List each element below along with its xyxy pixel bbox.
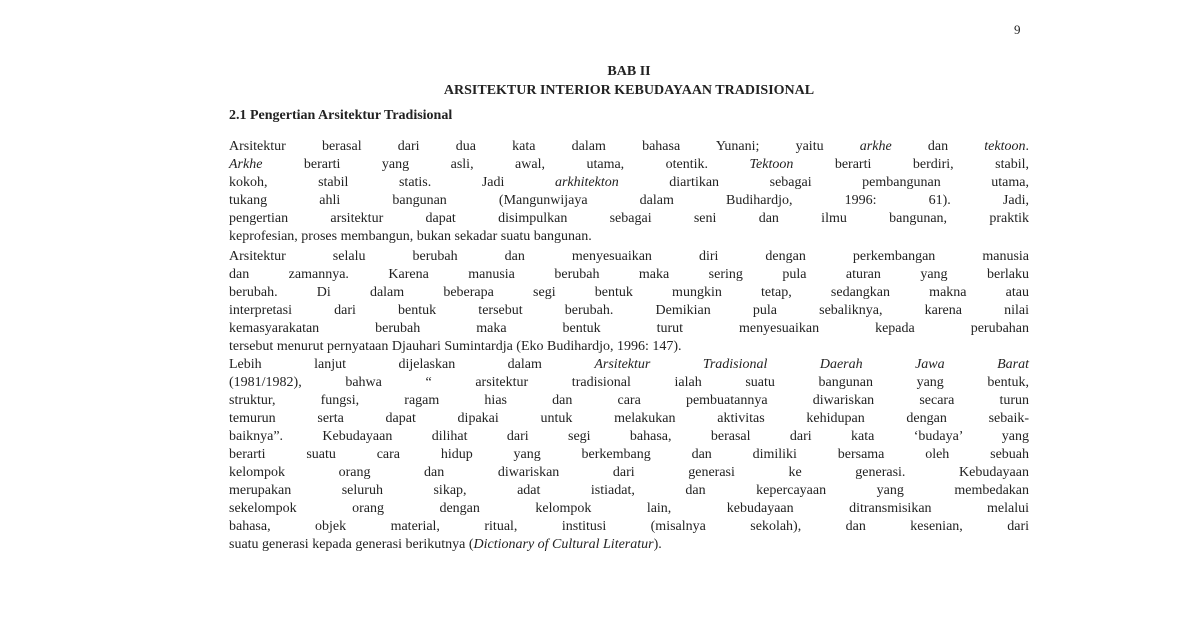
text-line (229, 428, 1029, 446)
text-line (229, 518, 1029, 536)
paragraph-1 (229, 138, 1029, 246)
text-run: bahasa, objek material, ritual, institusi (misalnya sekolah), dan kesenian, dari (229, 519, 1029, 534)
text-run: dan zamannya. Karena manusia berubah maka sering pula aturan yang berlaku (229, 267, 1029, 282)
text-run: ). (653, 537, 662, 552)
text-line (229, 392, 1029, 410)
text-run: berubah. Di dalam beberapa segi bentuk mungkin tetap, sedangkan makna atau (229, 285, 1029, 300)
text-run: kokoh, stabil statis. Jadi (229, 175, 555, 190)
text-run: baiknya”. Kebudayaan dilihat dari segi bahasa, berasal dari kata ‘budaya’ yang (229, 429, 1029, 444)
chapter-label: BAB II (607, 64, 651, 79)
text-line (229, 284, 1029, 302)
text-run: . (1025, 139, 1029, 154)
paragraph-2 (229, 248, 1029, 356)
page-number: 9 (1014, 22, 1021, 37)
italic-text: Arsitektur Tradisional Daerah Jawa Barat (594, 357, 1029, 372)
text-line (229, 482, 1029, 500)
text-line (229, 248, 1029, 266)
text-run: berarti berdiri, stabil, (793, 157, 1029, 172)
text-run: keprofesian, proses membangun, bukan sekadar suatu bangunan. (229, 229, 592, 244)
text-line (229, 536, 1029, 554)
italic-text: Arkhe (229, 157, 263, 172)
text-run: diartikan sebagai pembangunan utama, (618, 175, 1029, 190)
text-run: Lebih lanjut dijelaskan dalam (229, 357, 595, 372)
text-run: tukang ahli bangunan (Mangunwijaya dalam Budihardjo, 1996: 61). Jadi, (229, 193, 1029, 208)
text-run: tersebut menurut pernyataan Djauhari Sumintardja (Eko Budihardjo, 1996: 147). (229, 339, 682, 354)
italic-text: arkhitekton (554, 175, 619, 190)
text-line (229, 174, 1029, 192)
text-run: (1981/1982), bahwa “ arsitektur tradisional ialah suatu bangunan yang bentuk, (229, 375, 1029, 390)
text-run: temurun serta dapat dipakai untuk melakukan aktivitas kehidupan dengan sebaik- (229, 411, 1029, 426)
text-run: berarti yang asli, awal, utama, otentik. (262, 157, 750, 172)
text-line (229, 138, 1029, 156)
text-run: struktur, fungsi, ragam hias dan cara pembuatannya diwariskan secara turun (229, 393, 1029, 408)
text-line (229, 356, 1029, 374)
text-run: Arsitektur selalu berubah dan menyesuaikan diri dengan perkembangan manusia (229, 249, 1029, 264)
italic-text: Dictionary of Cultural Literatur (473, 537, 654, 552)
text-run: Arsitektur berasal dari dua kata dalam bahasa Yunani; yaitu (229, 139, 860, 154)
text-line (229, 374, 1029, 392)
paragraph-3 (229, 356, 1029, 554)
text-run: berarti suatu cara hidup yang berkembang dan dimiliki bersama oleh sebuah (229, 447, 1029, 462)
section-heading: 2.1 Pengertian Arsitektur Tradisional (229, 108, 453, 123)
text-run: kelompok orang dan diwariskan dari generasi ke generasi. Kebudayaan (229, 465, 1029, 480)
text-line (229, 228, 1029, 246)
italic-text: Tektoon (749, 157, 794, 172)
text-line (229, 446, 1029, 464)
text-run: interpretasi dari bentuk tersebut berubah. Demikian pula sebaliknya, karena nilai (229, 303, 1029, 318)
text-line (229, 410, 1029, 428)
text-run: dan (891, 139, 985, 154)
italic-text: arkhe (859, 139, 892, 154)
chapter-heading (229, 62, 1029, 100)
italic-text: tektoon (984, 139, 1026, 154)
text-run: suatu generasi kepada generasi berikutnya ( (229, 537, 474, 552)
chapter-title: ARSITEKTUR INTERIOR KEBUDAYAAN TRADISIONAL (443, 83, 815, 98)
text-line (229, 210, 1029, 228)
text-run: merupakan seluruh sikap, adat istiadat, dan kepercayaan yang membedakan (229, 483, 1029, 498)
text-line (229, 192, 1029, 210)
text-line (229, 500, 1029, 518)
text-line (229, 302, 1029, 320)
text-run: pengertian arsitektur dapat disimpulkan sebagai seni dan ilmu bangunan, praktik (229, 211, 1029, 226)
text-run: sekelompok orang dengan kelompok lain, kebudayaan ditransmisikan melalui (229, 501, 1029, 516)
text-line (229, 338, 1029, 356)
text-line (229, 156, 1029, 174)
text-line (229, 266, 1029, 284)
text-line (229, 464, 1029, 482)
text-line (229, 320, 1029, 338)
text-run: kemasyarakatan berubah maka bentuk turut menyesuaikan kepada perubahan (229, 321, 1029, 336)
